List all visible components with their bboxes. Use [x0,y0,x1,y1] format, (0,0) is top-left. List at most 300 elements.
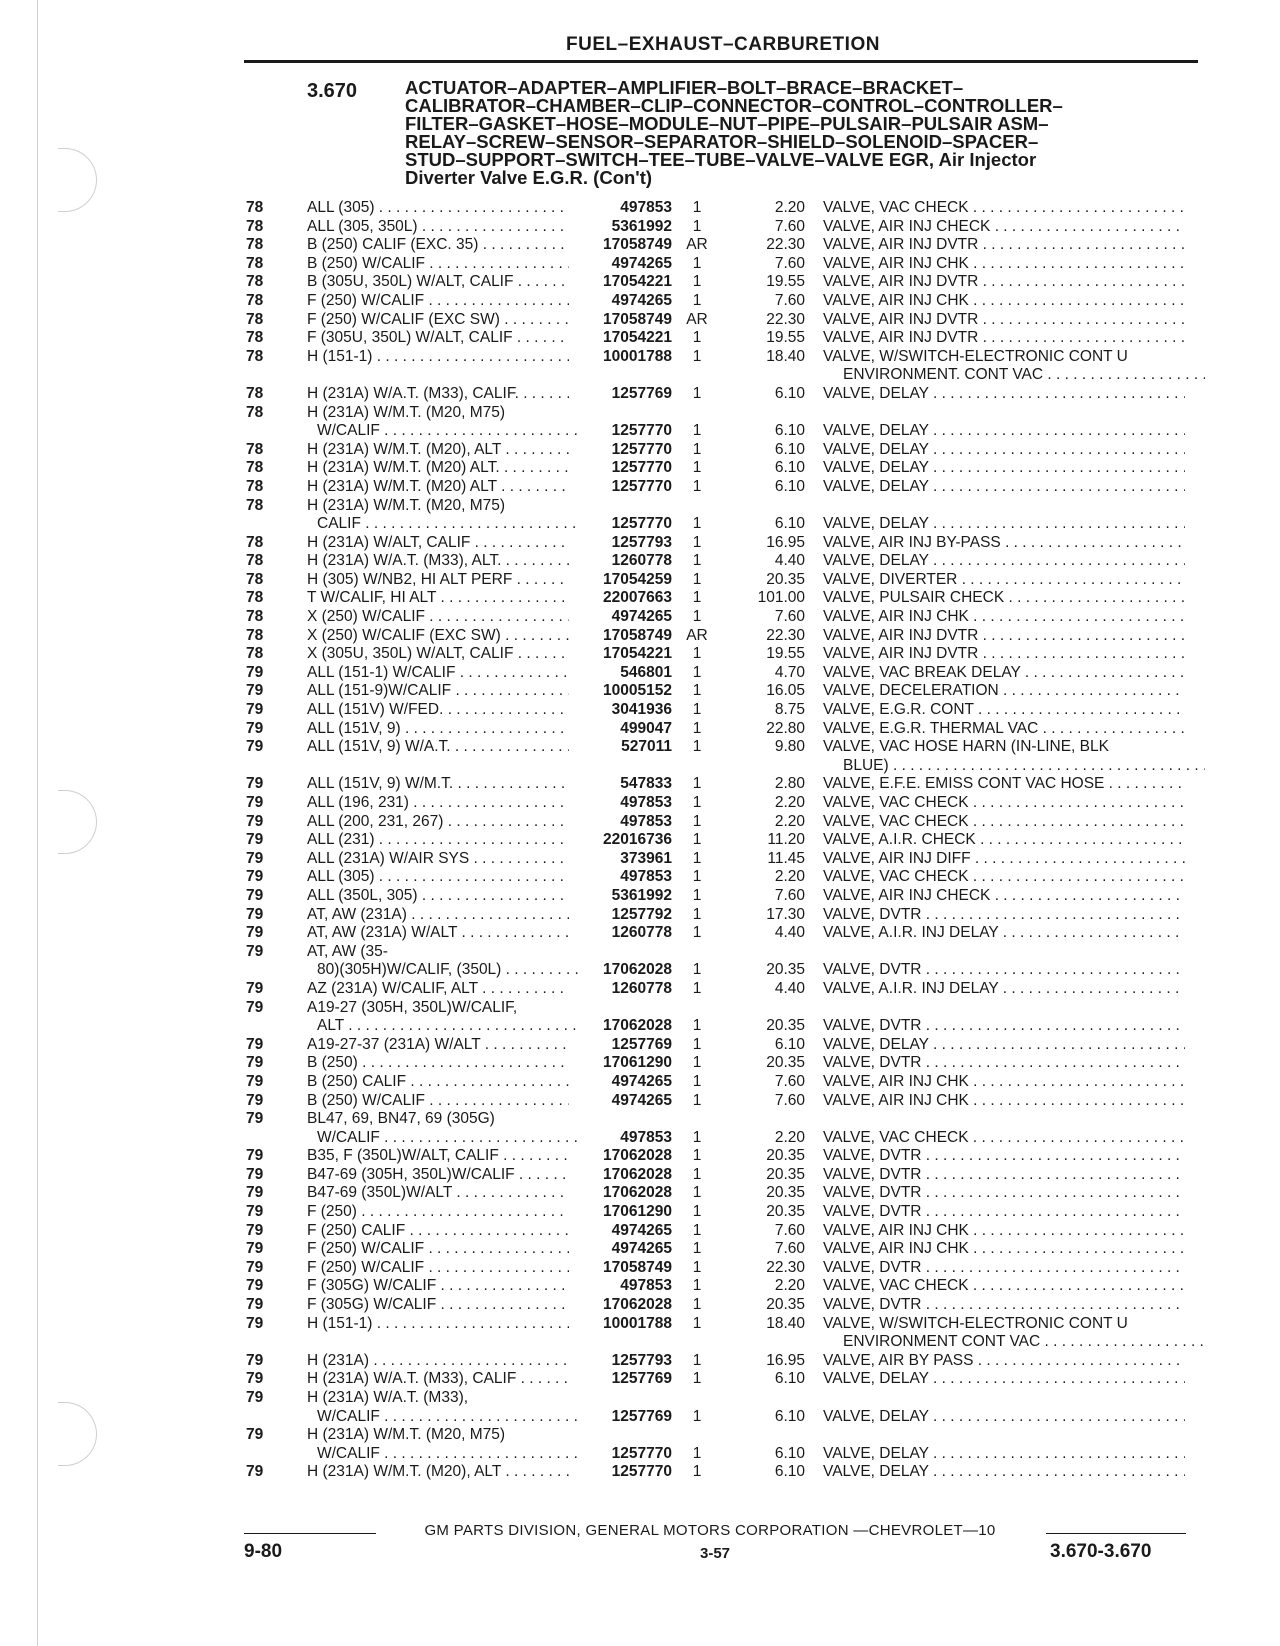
row-quantity: 1 [692,831,702,849]
row-price: 7.60 [774,217,805,235]
row-quantity: AR [686,626,708,644]
row-part-number: 17058749 [603,236,672,254]
row-model: ALL (231) . . . [307,831,569,850]
row-description: VALVE, W/SWITCH-ELECTRONIC CONT U [823,347,1128,365]
row-part-number: 497853 [620,868,672,886]
row-description: VALVE, AIR INJ CHK . . . [823,1073,1185,1092]
row-description: VALVE, PULSAIR CHECK . . . [823,589,1185,608]
row-part-number: 546801 [620,663,672,681]
row-part-number: 4974265 [611,291,672,309]
table-row [0,943,1280,962]
row-description: VALVE, DELAY . . . [823,459,1185,478]
row-description: VALVE, AIR INJ CHK . . . [823,255,1185,274]
row-description: VALVE, DVTR . . . [823,1147,1185,1166]
row-price: 16.05 [766,682,805,700]
row-quantity: 1 [692,291,702,309]
row-model: F (250) CALIF . . . [307,1222,569,1241]
row-year: 79 [246,1035,264,1053]
row-part-number: 17058749 [603,310,672,328]
row-model: ALT . . . [317,1017,579,1036]
row-year: 79 [246,701,264,719]
row-year: 78 [246,570,264,588]
table-row [0,1315,1280,1334]
row-quantity: 1 [692,329,702,347]
row-price: 20.35 [766,1147,805,1165]
row-year: 79 [246,1203,264,1221]
row-quantity: 1 [692,1370,702,1388]
row-price: 8.75 [774,701,805,719]
table-row [0,404,1280,423]
row-year: 79 [246,1240,264,1258]
row-model: ALL (231A) W/AIR SYS . . . [307,850,569,869]
row-price: 2.20 [774,1277,805,1295]
row-price: 22.30 [766,310,805,328]
row-year: 79 [246,1277,264,1295]
row-description: VALVE, E.F.E. EMISS CONT VAC HOSE . . . [823,775,1185,794]
row-part-number: 499047 [620,719,672,737]
row-model: H (231A) W/M.T. (M20), ALT . . . [307,1463,569,1482]
row-model: ALL (151V, 9) . . . [307,720,569,739]
row-model: H (231A) W/M.T. (M20) ALT . . . [307,478,569,497]
table-row [0,738,1280,757]
row-part-number: 22016736 [603,831,672,849]
table-row [0,497,1280,516]
row-model: ALL (151V, 9) W/A.T. . . . [307,738,569,757]
table-row [0,887,1280,906]
row-description: VALVE, DVTR . . . [823,1259,1185,1278]
table-row [0,1147,1280,1166]
row-year: 78 [246,552,264,570]
table-row [0,441,1280,460]
row-description: VALVE, VAC CHECK . . . [823,1129,1185,1148]
table-row [0,664,1280,683]
row-description: VALVE, A.I.R. CHECK . . . [823,831,1185,850]
row-quantity: 1 [692,384,702,402]
row-description: VALVE, DVTR . . . [823,1184,1185,1203]
table-row [0,1333,1280,1352]
row-quantity: 1 [692,701,702,719]
row-model: F (250) W/CALIF . . . [307,1259,569,1278]
row-description: VALVE, DELAY . . . [823,552,1185,571]
row-quantity: 1 [692,515,702,533]
row-year: 78 [246,589,264,607]
table-row [0,1054,1280,1073]
row-price: 7.60 [774,1072,805,1090]
row-model: X (250) W/CALIF . . . [307,608,569,627]
row-model: AT, AW (231A) . . . [307,906,569,925]
row-model: H (231A) W/A.T. (M33), CALIF. . . . [307,385,569,404]
row-price: 19.55 [766,329,805,347]
row-quantity: 1 [692,477,702,495]
row-year: 79 [246,1296,264,1314]
row-quantity: 1 [692,1017,702,1035]
row-part-number: 1257792 [611,905,672,923]
row-quantity: AR [686,310,708,328]
row-description: VALVE, AIR INJ CHK . . . [823,1092,1185,1111]
row-part-number: 17061290 [603,1203,672,1221]
row-model: ALL (151V, 9) W/M.T. . . . [307,775,569,794]
row-model: F (305G) W/CALIF . . . [307,1277,569,1296]
row-quantity: 1 [692,924,702,942]
row-price: 2.20 [774,812,805,830]
row-description: VALVE, DVTR . . . [823,906,1185,925]
row-quantity: 1 [692,1296,702,1314]
row-model: H (231A) W/ALT, CALIF . . . [307,534,569,553]
row-year: 78 [246,329,264,347]
row-model: AT, AW (231A) W/ALT . . . [307,924,569,943]
row-model: ALL (196, 231) . . . [307,794,569,813]
row-quantity: 1 [692,1240,702,1258]
table-row [0,831,1280,850]
row-year: 79 [246,1258,264,1276]
row-price: 6.10 [774,1370,805,1388]
row-part-number: 547833 [620,775,672,793]
row-quantity: 1 [692,440,702,458]
table-row [0,1370,1280,1389]
row-model: BL47, 69, BN47, 69 (305G) [307,1110,495,1128]
table-row [0,1277,1280,1296]
row-price: 4.40 [774,979,805,997]
row-part-number: 17061290 [603,1054,672,1072]
row-price: 6.10 [774,1407,805,1425]
row-model: B (250) . . . [307,1054,569,1073]
table-row [0,255,1280,274]
section-title-line: STUD–SUPPORT–SWITCH–TEE–TUBE–VALVE–VALVE EGR, Air Injector [405,149,1037,170]
row-description: VALVE, AIR INJ CHK . . . [823,1222,1185,1241]
row-description: VALVE, DELAY . . . [823,1036,1185,1055]
row-model: H (231A) W/M.T. (M20, M75) [307,496,506,514]
row-year: 79 [246,1110,264,1128]
row-part-number: 497853 [620,812,672,830]
row-year: 79 [246,924,264,942]
row-model: ALL (350L, 305) . . . [307,887,569,906]
row-year: 79 [246,979,264,997]
row-part-number: 4974265 [611,608,672,626]
row-price: 2.20 [774,868,805,886]
row-price: 7.60 [774,1240,805,1258]
row-description: VALVE, DELAY . . . [823,422,1185,441]
row-price: 101.00 [757,589,805,607]
row-part-number: 4974265 [611,1091,672,1109]
row-model: B47-69 (305H, 350L)W/CALIF . . . [307,1166,569,1185]
row-part-number: 1257770 [611,459,672,477]
row-model: F (305U, 350L) W/ALT, CALIF . . . [307,329,569,348]
table-row [0,1073,1280,1092]
row-price: 22.30 [766,236,805,254]
row-year: 79 [246,1147,264,1165]
row-quantity: 1 [692,1054,702,1072]
row-description: VALVE, DELAY . . . [823,478,1185,497]
table-row [0,385,1280,404]
row-price: 19.55 [766,645,805,663]
row-model: X (305U, 350L) W/ALT, CALIF . . . [307,645,569,664]
row-quantity: 1 [692,1147,702,1165]
footer-rule-right [1046,1533,1186,1534]
row-year: 79 [246,775,264,793]
row-part-number: 17058749 [603,626,672,644]
row-quantity: 1 [692,1221,702,1239]
row-year: 78 [246,291,264,309]
row-price: 17.30 [766,905,805,923]
row-year: 78 [246,645,264,663]
row-year: 78 [246,403,264,421]
table-row [0,515,1280,534]
row-description: VALVE, VAC CHECK . . . [823,1277,1185,1296]
row-year: 79 [246,1314,264,1332]
table-row [0,682,1280,701]
row-description: VALVE, VAC BREAK DELAY . . . [823,664,1185,683]
row-year: 78 [246,477,264,495]
table-row [0,1017,1280,1036]
row-description: VALVE, DVTR . . . [823,1296,1185,1315]
row-year: 78 [246,440,264,458]
row-year: 79 [246,738,264,756]
row-price: 20.35 [766,1184,805,1202]
row-part-number: 17054221 [603,273,672,291]
page-title: FUEL–EXHAUST–CARBURETION [566,34,880,55]
row-part-number: 4974265 [611,1221,672,1239]
row-description: VALVE, DELAY . . . [823,1370,1185,1389]
row-quantity: 1 [692,682,702,700]
row-price: 4.40 [774,552,805,570]
row-model: B (305U, 350L) W/ALT, CALIF . . . [307,273,569,292]
row-price: 20.35 [766,1054,805,1072]
footer-publisher: GM PARTS DIVISION, GENERAL MOTORS CORPORATION —CHEVROLET—10 [424,1522,996,1539]
row-year: 79 [246,868,264,886]
table-row [0,1408,1280,1427]
table-row [0,422,1280,441]
row-description: VALVE, DIVERTER . . . [823,571,1185,590]
row-part-number: 17062028 [603,1165,672,1183]
row-quantity: 1 [692,979,702,997]
row-model: F (250) W/CALIF (EXC SW) . . . [307,311,569,330]
row-year: 78 [246,254,264,272]
row-description: VALVE, AIR INJ CHECK . . . [823,887,1185,906]
row-price: 6.10 [774,459,805,477]
row-quantity: 1 [692,1407,702,1425]
table-row [0,199,1280,218]
row-price: 20.35 [766,1203,805,1221]
row-model: W/CALIF . . . [317,1445,579,1464]
table-row [0,1352,1280,1371]
row-year: 79 [246,663,264,681]
row-description: VALVE, DVTR . . . [823,1166,1185,1185]
row-model: H (151-1) . . . [307,348,569,367]
row-quantity: 1 [692,347,702,365]
row-model: CALIF . . . [317,515,579,534]
row-year: 79 [246,1221,264,1239]
row-quantity: 1 [692,459,702,477]
row-price: 2.20 [774,1128,805,1146]
row-quantity: 1 [692,1128,702,1146]
table-row [0,720,1280,739]
section-number: 3.670 [307,80,358,102]
table-row [0,608,1280,627]
row-model: 80)(305H)W/CALIF, (350L) . . . [317,961,579,980]
table-row [0,924,1280,943]
row-part-number: 17054259 [603,570,672,588]
row-part-number: 5361992 [611,217,672,235]
table-row [0,589,1280,608]
row-quantity: 1 [692,422,702,440]
row-model: H (231A) W/M.T. (M20), ALT . . . [307,441,569,460]
row-part-number: 3041936 [611,701,672,719]
row-model: ALL (200, 231, 267) . . . [307,813,569,832]
row-year: 78 [246,273,264,291]
row-quantity: 1 [692,905,702,923]
row-part-number: 527011 [621,738,672,756]
table-row [0,1222,1280,1241]
row-part-number: 1257770 [611,477,672,495]
section-title-line: Diverter Valve E.G.R. (Con't) [405,167,653,188]
row-model: AT, AW (35- [307,942,388,960]
row-price: 7.60 [774,291,805,309]
row-year: 79 [246,1184,264,1202]
row-price: 7.60 [774,1091,805,1109]
row-price: 6.10 [774,1463,805,1481]
table-row [0,1445,1280,1464]
row-part-number: 497853 [620,199,672,216]
footer-section-range: 3.670-3.670 [1050,1541,1152,1562]
row-quantity: 1 [692,273,702,291]
row-year: 79 [246,812,264,830]
row-part-number: 22007663 [603,589,672,607]
table-row [0,627,1280,646]
row-model: H (231A) W/M.T. (M20, M75) [307,1426,506,1444]
row-year: 79 [246,1072,264,1090]
row-description: VALVE, AIR INJ CHK . . . [823,608,1185,627]
row-model: B (250) W/CALIF . . . [307,1092,569,1111]
table-row [0,329,1280,348]
row-description: VALVE, A.I.R. INJ DELAY . . . [823,980,1185,999]
table-row [0,1259,1280,1278]
row-model: F (250) W/CALIF . . . [307,1240,569,1259]
table-row [0,813,1280,832]
row-model: A19-27-37 (231A) W/ALT . . . [307,1036,569,1055]
row-description: VALVE, AIR INJ DVTR . . . [823,627,1185,646]
section-title-line: FILTER–GASKET–HOSE–MODULE–NUT–PIPE–PULSAIR–PULSAIR ASM– [405,113,1049,134]
row-model: H (231A) W/A.T. (M33), [307,1389,469,1406]
row-part-number: 17054221 [603,645,672,663]
table-row [0,1240,1280,1259]
row-year: 79 [246,942,264,960]
row-model: X (250) W/CALIF (EXC SW) . . . [307,627,569,646]
row-model: H (231A) W/M.T. (M20, M75) [307,403,506,421]
row-quantity: 1 [692,1314,702,1332]
row-year: 79 [246,1463,264,1481]
row-description: VALVE, DVTR . . . [823,1203,1185,1222]
row-price: 4.40 [774,924,805,942]
row-year: 79 [246,1426,264,1444]
row-quantity: 1 [692,794,702,811]
row-part-number: 1257769 [611,1035,672,1053]
row-year: 78 [246,608,264,626]
table-row [0,1110,1280,1129]
table-row [0,1129,1280,1148]
row-description: VALVE, DELAY . . . [823,1445,1185,1464]
row-year: 79 [246,1351,264,1369]
row-quantity: 1 [692,645,702,663]
row-model: H (231A) W/A.T. (M33), CALIF . . . [307,1370,569,1389]
table-row [0,850,1280,869]
row-description: VALVE, DELAY . . . [823,385,1185,404]
row-model: B47-69 (350L)W/ALT . . . [307,1184,569,1203]
row-price: 22.30 [766,1258,805,1276]
table-row [0,645,1280,664]
row-price: 11.20 [767,831,805,849]
row-price: 7.60 [774,1221,805,1239]
row-part-number: 17062028 [603,961,672,979]
row-quantity: 1 [692,589,702,607]
row-price: 6.10 [774,422,805,440]
table-row [0,478,1280,497]
row-quantity: 1 [692,1444,702,1462]
table-row [0,459,1280,478]
footer-rule-left [244,1533,376,1534]
row-year: 79 [246,905,264,923]
row-year: 79 [246,998,264,1016]
row-quantity: 1 [692,1258,702,1276]
row-price: 6.10 [774,477,805,495]
row-price: 4.70 [774,663,805,681]
row-year: 78 [246,217,264,235]
row-quantity: 1 [692,1277,702,1295]
row-model: H (231A) . . . [307,1352,569,1371]
row-price: 2.20 [774,199,805,216]
row-description: VALVE, AIR INJ DIFF . . . [823,850,1185,869]
table-row [0,311,1280,330]
row-year: 79 [246,1370,264,1388]
table-row [0,1389,1280,1408]
row-description: VALVE, DVTR . . . [823,1054,1185,1073]
row-part-number: 497853 [620,1128,672,1146]
row-description: VALVE, E.G.R. CONT . . . [823,701,1185,720]
row-year: 78 [246,384,264,402]
row-year: 79 [246,719,264,737]
row-part-number: 10005152 [603,682,672,700]
row-description: VALVE, AIR INJ DVTR . . . [823,329,1185,348]
row-model: ALL (305, 350L) . . . [307,218,569,237]
row-part-number: 17058749 [603,1258,672,1276]
row-year: 78 [246,626,264,644]
table-row [0,1092,1280,1111]
row-price: 6.10 [774,384,805,402]
row-model: T W/CALIF, HI ALT . . . [307,589,569,608]
table-row [0,348,1280,367]
row-model: ALL (151V) W/FED. . . . [307,701,569,720]
row-description: VALVE, AIR INJ DVTR . . . [823,311,1185,330]
row-part-number: 373961 [620,849,672,867]
row-description: VALVE, AIR INJ CHK . . . [823,1240,1185,1259]
row-part-number: 1260778 [611,924,672,942]
parts-table [0,199,1280,1482]
section-title [405,79,1205,187]
row-part-number: 1257770 [611,515,672,533]
row-model: A19-27 (305H, 350L)W/CALIF, [307,998,518,1016]
row-part-number: 1257769 [611,1407,672,1425]
row-quantity: 1 [692,552,702,570]
table-row [0,906,1280,925]
row-part-number: 1257770 [611,1463,672,1481]
row-price: 6.10 [774,1035,805,1053]
row-price: 6.10 [774,1444,805,1462]
row-quantity: 1 [692,849,702,867]
table-row [0,794,1280,813]
row-year: 79 [246,886,264,904]
row-description: VALVE, DELAY . . . [823,441,1185,460]
row-part-number: 1257793 [611,533,672,551]
row-part-number: 1257770 [611,440,672,458]
